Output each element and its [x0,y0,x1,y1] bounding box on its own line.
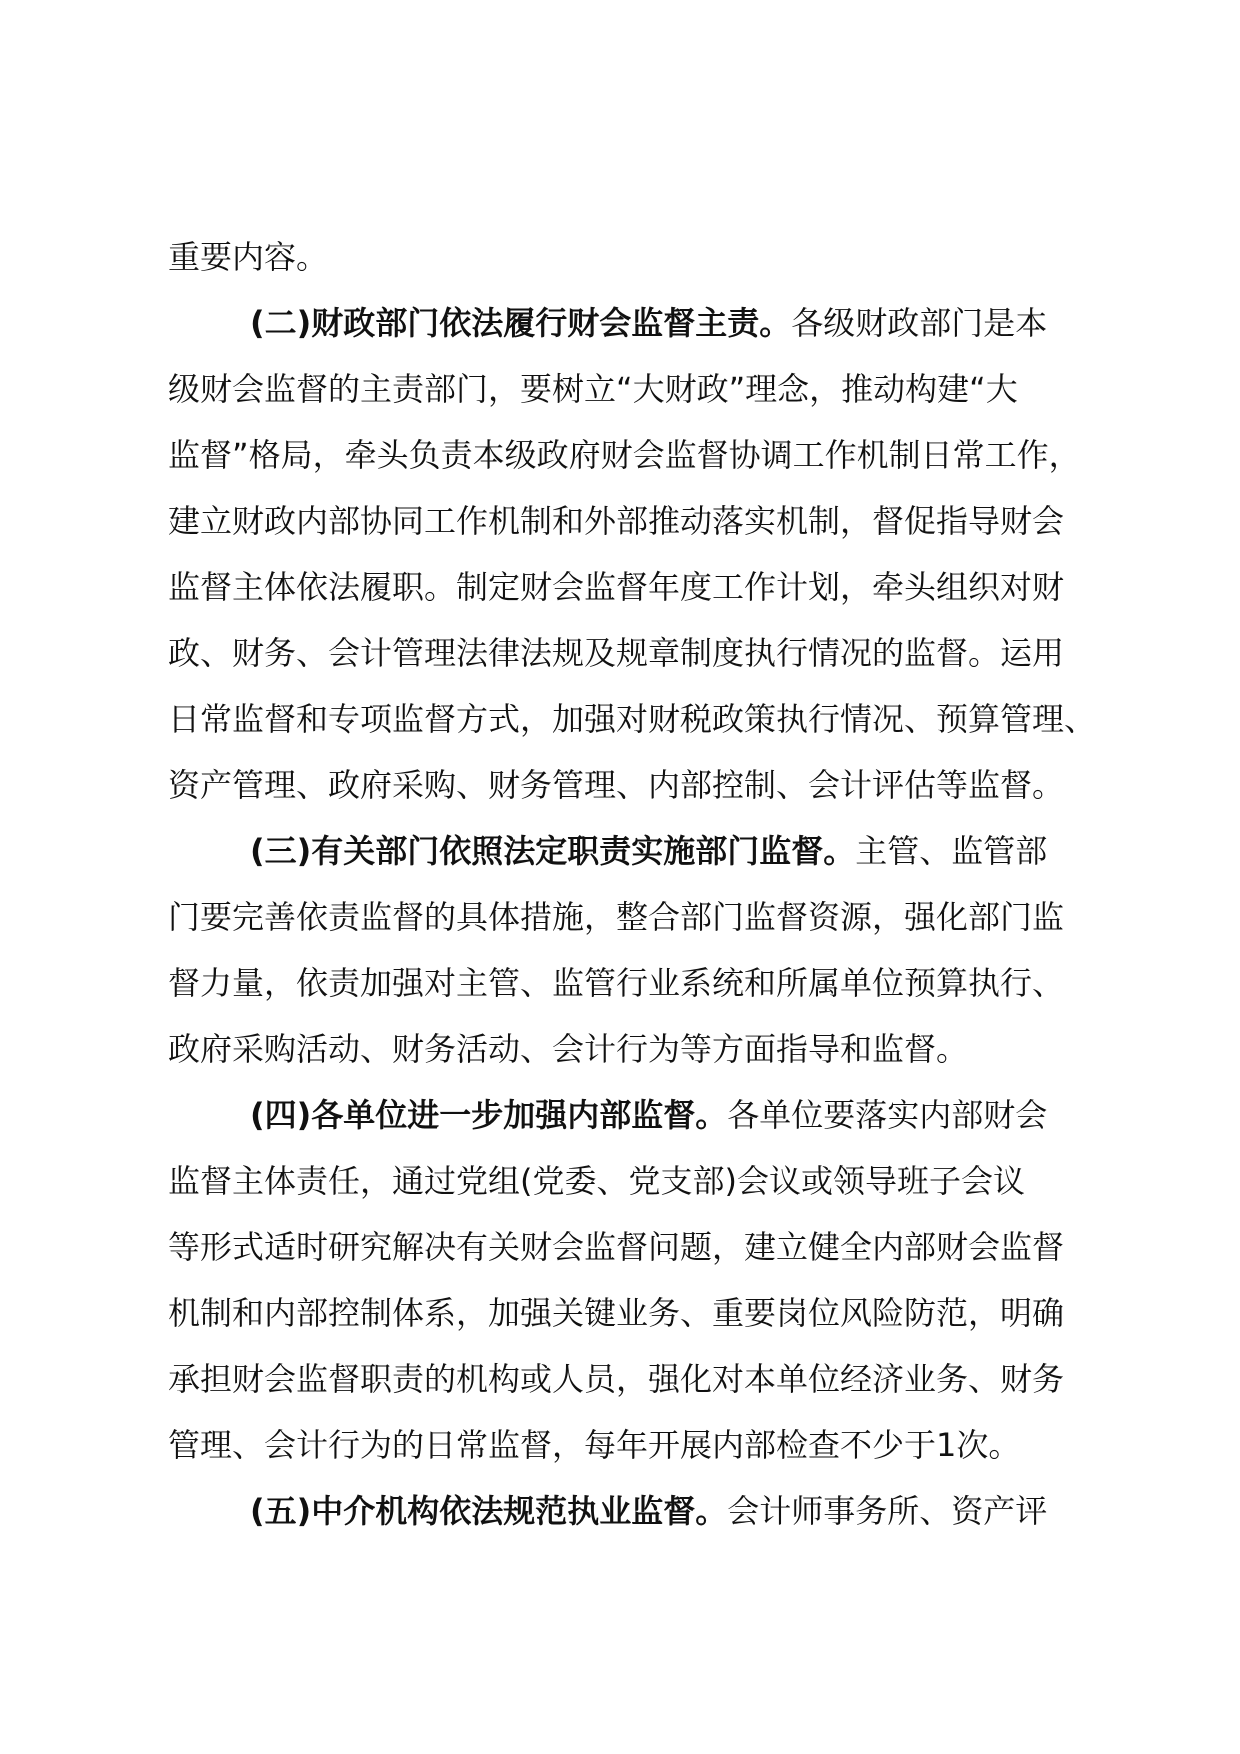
line-text: 日常监督和专项监督方式，加强对财税政策执行情况、预算管理、 [168,700,1097,738]
line-text: 资产管理、政府采购、财务管理、内部控制、会计评估等监督。 [168,766,1065,804]
line-text: 承担财会监督职责的机构或人员，强化对本单位经济业务、财务 [168,1360,1065,1398]
section-heading: (二)财政部门依法履行财会监督主责。 [250,304,792,342]
section-5-heading-line [168,1478,1088,1544]
paragraph-line [168,1214,1088,1280]
line-text: 督力量，依责加强对主管、监管行业系统和所属单位预算执行、 [168,964,1065,1002]
line-text: 各单位要落实内部财会 [727,1096,1048,1134]
section-heading: (四)各单位进一步加强内部监督。 [250,1096,728,1134]
section-heading: (五)中介机构依法规范执业监督。 [250,1492,728,1530]
line-text: 重要内容。 [168,238,329,276]
paragraph-line [168,554,1088,620]
line-text: 机制和内部控制体系，加强关键业务、重要岗位风险防范，明确 [168,1294,1065,1332]
section-heading: (三)有关部门依照法定职责实施部门监督。 [250,832,856,870]
line-text: 监督主体依法履职。制定财会监督年度工作计划，牵头组织对财 [168,568,1065,606]
line-text: 管理、会计行为的日常监督，每年开展内部检查不少于1次。 [168,1426,1021,1464]
paragraph-line [168,422,1088,488]
paragraph-line [168,1412,1088,1478]
line-text: 等形式适时研究解决有关财会监督问题，建立健全内部财会监督 [168,1228,1065,1266]
line-text: 级财会监督的主责部门，要树立“大财政”理念，推动构建“大 [168,370,1018,408]
line-text: 政府采购活动、财务活动、会计行为等方面指导和监督。 [168,1030,969,1068]
paragraph-line [168,686,1097,752]
line-text: 监督主体责任，通过党组(党委、党支部)会议或领导班子会议 [168,1162,1025,1200]
section-4-heading-line [168,1082,1088,1148]
paragraph-line [168,620,1088,686]
paragraph-line [168,224,1088,290]
paragraph-line [168,488,1088,554]
line-text: 建立财政内部协同工作机制和外部推动落实机制，督促指导财会 [168,502,1065,540]
line-text: 门要完善依责监督的具体措施，整合部门监督资源，强化部门监 [168,898,1065,936]
line-text: 会计师事务所、资产评 [727,1492,1048,1530]
paragraph-line [168,1016,1088,1082]
body-text [168,224,1097,1544]
section-3-heading-line [168,818,1088,884]
paragraph-line [168,950,1088,1016]
line-text: 政、财务、会计管理法律法规及规章制度执行情况的监督。运用 [168,634,1065,672]
line-text: 监督”格局，牵头负责本级政府财会监督协调工作机制日常工作， [168,436,1081,474]
paragraph-line [168,884,1088,950]
paragraph-line [168,1346,1088,1412]
section-2-heading-line [168,290,1088,356]
line-text: 各级财政部门是本 [791,304,1048,342]
paragraph-line [168,356,1088,422]
paragraph-line [168,1148,1088,1214]
paragraph-line [168,1280,1088,1346]
line-text: 主管、监管部 [855,832,1048,870]
paragraph-line [168,752,1088,818]
